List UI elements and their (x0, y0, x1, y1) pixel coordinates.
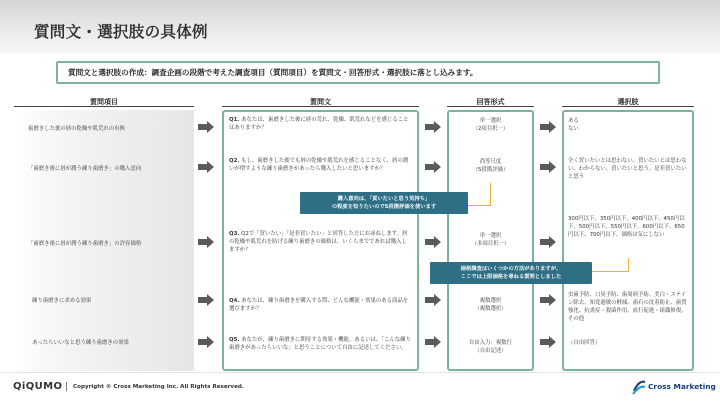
question-cell-5 (229, 336, 412, 352)
callout-price-survey: 価格調査はいくつかの方法がありますが、 ここでは上限価格を尋ねる質問としました (430, 262, 592, 284)
arrow-right-icon (540, 121, 556, 133)
arrow-right-icon (425, 336, 441, 348)
callout-connector-2 (592, 258, 629, 272)
question-cell-1 (229, 116, 412, 132)
choices-cell-1: ある ない (568, 118, 579, 132)
column-header-choices: 選択肢 (617, 98, 639, 106)
format-type-2: 尚等尺度 (479, 159, 502, 165)
format-detail-1: （2項目択一） (472, 126, 509, 132)
item-cell-2: 「歯磨き後に唇が潤う練り歯磨き」の購入意向 (28, 166, 142, 172)
choices-panel (562, 110, 694, 371)
question-text-3: Q2で「買いたい」「是非買いたい」と回答した方にお尋ねします。唇の乾燥や肌荒れを防げる練り歯磨きの価格は、いくらまでであれば購入しますか？ (229, 231, 408, 253)
question-number-1: Q1. (229, 117, 240, 123)
qiqumo-logo: QiQUMO (13, 381, 63, 392)
column-rule-question (222, 106, 419, 107)
arrow-right-icon (540, 161, 556, 173)
choices-cell-5: （自由回答） (568, 340, 601, 346)
arrow-right-icon (198, 161, 214, 173)
format-cell-4 (449, 297, 532, 313)
intro-box (56, 61, 660, 84)
column-header-format: 回答形式 (476, 98, 505, 106)
format-type-4: 複数選択 (479, 298, 502, 304)
cross-marketing-name: Cross Marketing (648, 382, 716, 391)
item-cell-5: あったらいいなと思う練り歯磨きの効果 (32, 340, 129, 346)
footer-separator: | (65, 382, 69, 392)
format-type-3: 単一選択 (479, 233, 502, 239)
arrow-right-icon (198, 336, 214, 348)
question-text-2: もし、歯磨きした後でも唇の乾燥や肌荒れを感じることなく、唇の潤いが増すような練り歯磨きがあったら購入したいと思いますか？ (229, 158, 409, 172)
question-cell-4 (229, 297, 412, 313)
question-cell-2 (229, 157, 412, 173)
callout-purchase-intent: 購入意向は、「買いたいと思う気持ち」 の程度を知りたいので5段階評価を使います (300, 192, 468, 214)
format-cell-2 (449, 158, 532, 174)
arrow-right-icon (540, 236, 556, 248)
format-cell-3 (449, 232, 532, 248)
callout-connector-1 (468, 183, 491, 206)
arrow-right-icon (198, 121, 214, 133)
column-rule-format (447, 106, 534, 107)
question-number-5: Q5. (229, 337, 240, 343)
format-detail-4: （複数選択） (474, 306, 507, 312)
format-cell-5 (449, 339, 532, 355)
question-cell-3 (229, 230, 412, 254)
arrow-right-icon (425, 236, 441, 248)
question-text-4: あなたは、練り歯磨きを購入する際、どんな機能・効果のある商品を選びますか？ (229, 298, 409, 312)
question-text-5: あなたが、練り歯磨きに期待する効果・機能、あるいは、「こんな練り歯磨きがあったらいいな」と思うことについて自由に記述してください。 (229, 337, 411, 351)
question-number-4: Q4. (229, 298, 240, 304)
arrow-right-icon (198, 294, 214, 306)
item-cell-4: 練り歯磨きに求める効果 (32, 298, 92, 304)
column-header-question: 質問文 (310, 98, 331, 106)
intro-text: 質問文と選択肢の作成：調査企画の段階で考えた調査項目（質問項目）を質問文・回答形式・選択肢に落とし込みます。 (68, 68, 478, 77)
arrow-right-icon (425, 294, 441, 306)
cross-marketing-logo (632, 379, 716, 397)
question-number-2: Q2. (229, 158, 240, 164)
format-detail-3: （多項目択一） (471, 241, 510, 247)
item-cell-3: 「歯磨き後に唇が潤う練り歯磨き」の許容価格 (28, 241, 142, 247)
arrow-right-icon (425, 121, 441, 133)
choices-cell-4: 虫歯予防、口臭予防、歯周病予防、美白・ステイン除去、知覚過敏の軽減、歯石の沈着防止、歯質強化、抗炎症・殺菌作用、血行促進・組織修復、その他 (568, 292, 687, 322)
arrow-right-icon (198, 236, 214, 248)
page-title: 質問文・選択肢の具体例 (34, 23, 208, 41)
choices-cell-3: 300円以下、350円以下、400円以下、450円以下、500円以下、550円以下、600円以下、650円以下、700円以下、価格は気にしない (568, 216, 685, 238)
format-type-5: 自由入力：複数行 (468, 340, 513, 346)
column-header-item: 質問項目 (90, 98, 118, 106)
column-rule-choices (562, 106, 694, 107)
arrow-right-icon (425, 161, 441, 173)
cross-marketing-mark-icon (632, 379, 646, 395)
column-rule-item (14, 106, 194, 107)
question-number-3: Q3. (229, 231, 240, 237)
arrow-right-icon (540, 336, 556, 348)
format-cell-1 (449, 117, 532, 133)
format-detail-5: （自由記述） (474, 348, 507, 354)
copyright-text: Copyright © Cross Marketing Inc. All Rights Reserved. (73, 384, 245, 390)
item-cell-1: 歯磨きした後の唇の乾燥や肌荒れの有無 (28, 126, 126, 132)
choices-cell-2: 全く買いたいとは思わない、買いたいとは思わない、わからない、買いたいと思う、是非買いたいと思う (568, 158, 687, 180)
question-text-1: あなたは、歯磨きした後に唇の荒れ、乾燥、肌荒れなどを感じることはありますか？ (229, 117, 409, 131)
footer-rule (0, 372, 720, 373)
format-detail-2: （5段階評価） (472, 167, 509, 173)
arrow-right-icon (540, 294, 556, 306)
format-type-1: 単一選択 (479, 118, 502, 124)
